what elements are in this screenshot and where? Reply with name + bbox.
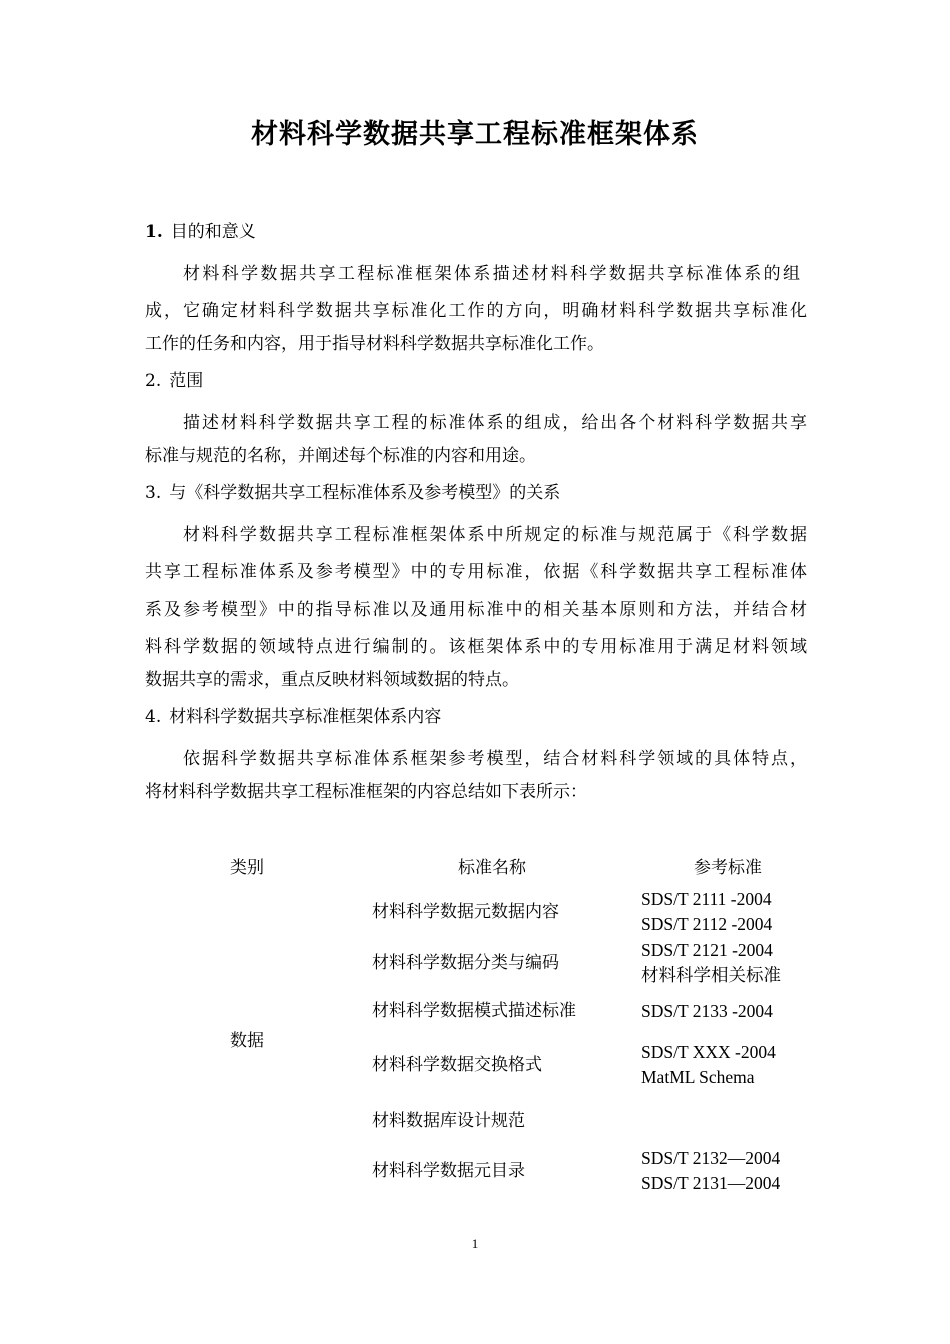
table-row-name: 材料科学数据交换格式	[372, 1055, 542, 1075]
reference-standard: 材料科学相关标准	[641, 965, 781, 985]
section-number: 2.	[145, 371, 162, 391]
table-row-name: 材料科学数据模式描述标准	[372, 1001, 576, 1021]
section-1-heading	[145, 222, 256, 242]
table-row-refs	[641, 938, 781, 988]
table-row-refs	[641, 1040, 776, 1090]
section-2-heading	[145, 371, 203, 391]
section-number: 3.	[145, 483, 162, 503]
paragraph-line: 材料科学数据共享工程标准框架体系中所规定的标准与规范属于《科学数据	[183, 525, 807, 545]
reference-standard: SDS/T 2133 -2004	[641, 1001, 773, 1021]
section-number: 1.	[145, 222, 163, 242]
paragraph-line: 标准与规范的名称，并阐述每个标准的内容和用途。	[145, 446, 536, 466]
table-row-name: 材料数据库设计规范	[372, 1111, 525, 1131]
reference-standard: SDS/T 2112 -2004	[641, 914, 773, 934]
paragraph-line: 材料科学数据共享工程标准框架体系描述材料科学数据共享标准体系的组	[183, 264, 800, 284]
section-title: 目的和意义	[170, 222, 256, 242]
table-category-cell: 数据	[230, 1031, 264, 1051]
section-title: 与《科学数据共享工程标准体系及参考模型》的关系	[169, 483, 561, 503]
table-row-name: 材料科学数据元数据内容	[372, 902, 559, 922]
reference-standard: SDS/T 2131—2004	[641, 1173, 781, 1193]
paragraph-line: 将材料科学数据共享工程标准框架的内容总结如下表所示：	[145, 782, 587, 802]
reference-standard: SDS/T 2132—2004	[641, 1148, 781, 1168]
page-number: 1	[471, 1236, 479, 1251]
reference-standard: MatML Schema	[641, 1067, 755, 1087]
paragraph-line: 料科学数据的领域特点进行编制的。该框架体系中的专用标准用于满足材料领域	[145, 637, 807, 657]
reference-standard: SDS/T XXX -2004	[641, 1042, 776, 1062]
paragraph-line: 共享工程标准体系及参考模型》中的专用标准，依据《科学数据共享工程标准体	[145, 562, 807, 582]
paragraph-line: 系及参考模型》中的指导标准以及通用标准中的相关基本原则和方法，并结合材	[145, 600, 807, 620]
section-title: 范围	[169, 371, 204, 391]
table-row-name: 材料科学数据分类与编码	[372, 953, 559, 973]
section-3-heading	[145, 483, 560, 503]
section-number: 4.	[145, 707, 162, 727]
section-title: 材料科学数据共享标准框架体系内容	[169, 707, 442, 727]
paragraph-line: 成，它确定材料科学数据共享标准化工作的方向，明确材料科学数据共享标准化	[145, 301, 807, 321]
table-header-name: 标准名称	[458, 858, 526, 878]
table-row-refs	[641, 887, 772, 937]
table-row-refs	[641, 1146, 780, 1196]
table-row-refs	[641, 999, 773, 1024]
table-header-category: 类别	[230, 858, 264, 878]
table-header-reference: 参考标准	[694, 858, 762, 878]
paragraph-line: 依据科学数据共享标准体系框架参考模型，结合材料科学领域的具体特点，	[183, 749, 807, 769]
paragraph-line: 描述材料科学数据共享工程的标准体系的组成，给出各个材料科学数据共享	[183, 413, 807, 433]
paragraph-line: 工作的任务和内容，用于指导材料科学数据共享标准化工作。	[145, 334, 604, 354]
section-4-heading	[145, 707, 441, 727]
paragraph-line: 数据共享的需求，重点反映材料领域数据的特点。	[145, 670, 519, 690]
document-title: 材料科学数据共享工程标准框架体系	[251, 119, 699, 150]
table-row-name: 材料科学数据元目录	[372, 1161, 525, 1181]
reference-standard: SDS/T 2121 -2004	[641, 940, 773, 960]
reference-standard: SDS/T 2111 -2004	[641, 889, 772, 909]
